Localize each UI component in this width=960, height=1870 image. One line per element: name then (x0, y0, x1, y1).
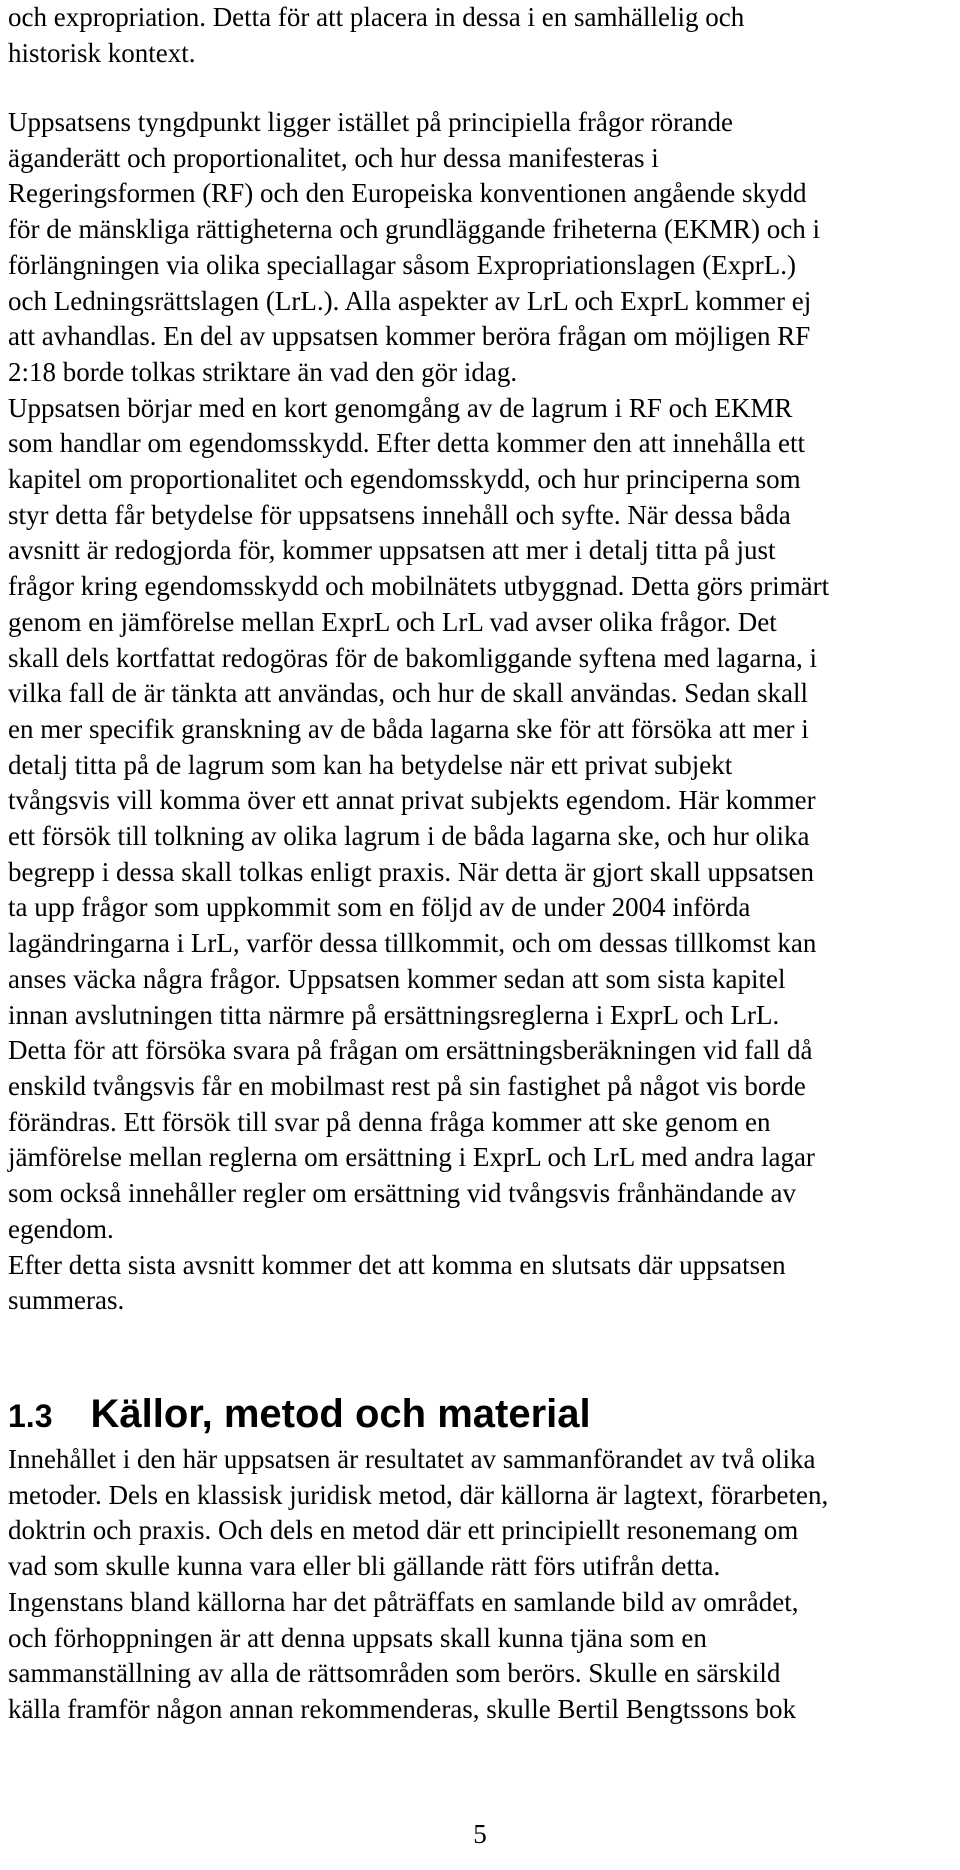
text-line: vad som skulle kunna vara eller bli gällande rätt förs utifrån detta. (8, 1551, 721, 1582)
text-line: Innehållet i den här uppsatsen är resultatet av sammanförandet av två olika (8, 1444, 816, 1474)
section-heading (8, 1392, 591, 1437)
text-line: Uppsatsen börjar med en kort genomgång av de lagrum i RF och EKMR (8, 392, 793, 423)
text-line: frågor kring egendomsskydd och mobilnätets utbyggnad. Detta görs primärt (8, 571, 830, 602)
text-line: Regeringsformen (RF) och den Europeiska konventionen angående skydd (8, 178, 807, 209)
text-line: tvångsvis vill komma över ett annat privat subjekts egendom. Här kommer (8, 785, 816, 816)
text-line: avsnitt är redogjorda för, kommer uppsatsen att mer i detalj titta på just (8, 535, 776, 566)
text-line: vilka fall de är tänkta att användas, och hur de skall användas. Sedan skall (8, 678, 808, 709)
text-line: metoder. Dels en klassisk juridisk metod, där källorna är lagtext, förarbeten, (8, 1479, 829, 1510)
text-line: Ingenstans bland källorna har det påträffats en samlande bild av området, (8, 1586, 799, 1617)
text-line: styr detta får betydelse för uppsatsens innehåll och syfte. När dessa båda (8, 499, 791, 530)
text-line: sammanställning av alla de rättsområden som berörs. Skulle en särskild (8, 1658, 781, 1689)
text-line: ta upp frågor som uppkommit som en följd av de under 2004 införda (8, 892, 751, 923)
text-line: lagändringarna i LrL, varför dessa tillkommit, och om dessas tillkomst kan (8, 928, 817, 959)
text-line: förändras. Ett försök till svar på denna fråga kommer att ske genom en (8, 1106, 771, 1137)
text-line: och Ledningsrättslagen (LrL.). Alla aspekter av LrL och ExprL kommer ej (8, 285, 812, 316)
section-number: 1.3 (8, 1398, 53, 1434)
text-line: enskild tvångsvis får en mobilmast rest på sin fastighet på något vis borde (8, 1070, 806, 1101)
text-line: doktrin och praxis. Och dels en metod där ett principiellt resonemang om (8, 1515, 799, 1546)
text-line: Detta för att försöka svara på frågan om ersättningsberäkningen vid fall då (8, 1035, 813, 1066)
section-title: Källor, metod och material (90, 1392, 591, 1436)
text-line: att avhandlas. En del av uppsatsen kommer beröra frågan om möjligen RF (8, 321, 811, 352)
text-line: och förhoppningen är att denna uppsats skall kunna tjäna som en (8, 1622, 707, 1653)
text-line: Uppsatsens tyngdpunkt ligger istället på principiella frågor rörande (8, 107, 734, 137)
page-number: 5 (473, 1819, 487, 1849)
text-line: summeras. (8, 1285, 125, 1316)
text-line: som också innehåller regler om ersättning vid tvångsvis frånhändande av (8, 1178, 797, 1209)
text-line: ett försök till tolkning av olika lagrum i de båda lagarna ske, och hur olika (8, 821, 810, 852)
text-line: innan avslutningen titta närmre på ersättningsreglerna i ExprL och LrL. (8, 999, 780, 1030)
text-line: Efter detta sista avsnitt kommer det att komma en slutsats där uppsatsen (8, 1249, 786, 1280)
text-line: 2:18 borde tolkas striktare än vad den gör idag. (8, 356, 518, 387)
text-line: kapitel om proportionalitet och egendomsskydd, och hur principerna som (8, 464, 801, 495)
text-line: äganderätt och proportionalitet, och hur dessa manifesteras i (8, 142, 659, 173)
text-line: historisk kontext. (8, 37, 196, 68)
text-line: detalj titta på de lagrum som kan ha betydelse när ett privat subjekt (8, 749, 733, 780)
text-line: genom en jämförelse mellan ExprL och LrL vad avser olika frågor. Det (8, 606, 777, 637)
intro-paragraph (8, 0, 948, 71)
text-line: begrepp i dessa skall tolkas enligt praxis. När detta är gjort skall uppsatsen (8, 856, 815, 887)
main-paragraph (8, 105, 948, 1319)
text-line: egendom. (8, 1213, 114, 1244)
text-line: för de mänskliga rättigheterna och grundläggande friheterna (EKMR) och i (8, 214, 820, 245)
text-line: och expropriation. Detta för att placera in dessa i en samhällelig och (8, 2, 745, 32)
section-paragraph (8, 1442, 948, 1728)
text-line: källa framför någon annan rekommenderas, skulle Bertil Bengtssons bok (8, 1693, 797, 1724)
text-line: skall dels kortfattat redogöras för de bakomliggande syftena med lagarna, i (8, 642, 817, 673)
text-line: en mer specifik granskning av de båda lagarna ske för att försöka att mer i (8, 713, 809, 744)
text-line: jämförelse mellan reglerna om ersättning i ExprL och LrL med andra lagar (8, 1142, 815, 1173)
text-line: som handlar om egendomsskydd. Efter detta kommer den att innehålla ett (8, 428, 806, 459)
text-line: anses väcka några frågor. Uppsatsen kommer sedan att som sista kapitel (8, 963, 786, 994)
text-line: förlängningen via olika speciallagar såsom Expropriationslagen (ExprL.) (8, 249, 796, 280)
